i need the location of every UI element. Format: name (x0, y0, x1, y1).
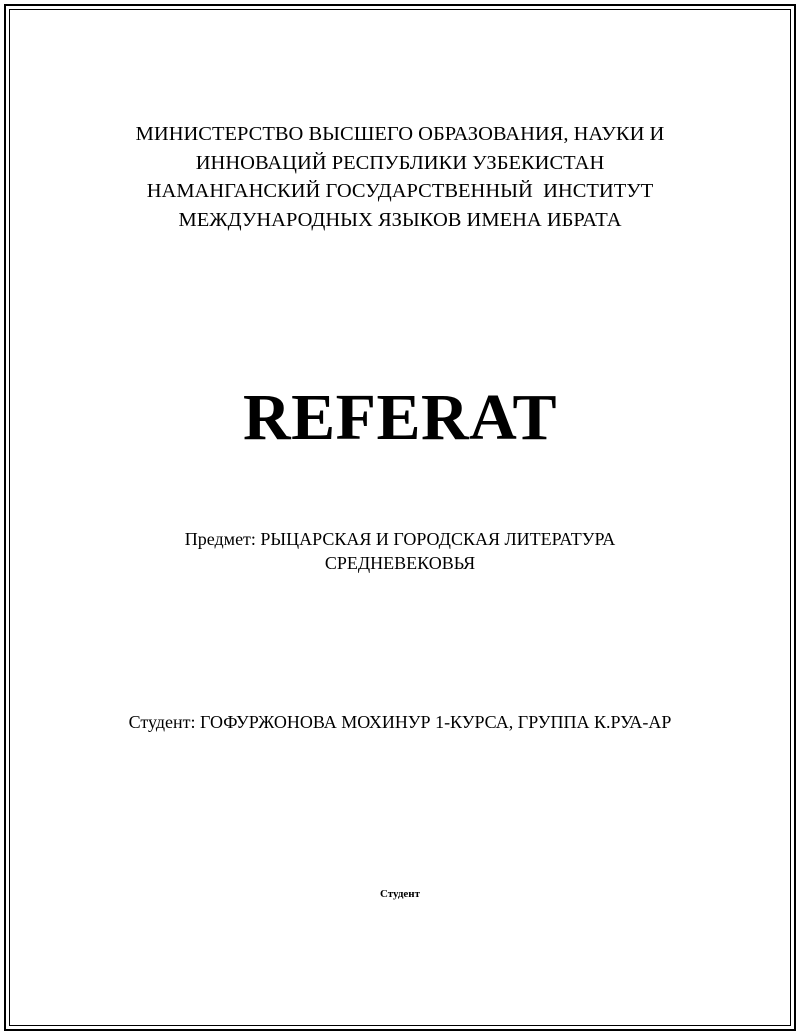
subject-line: СРЕДНЕВЕКОВЬЯ (324, 553, 476, 573)
institution-line: НАМАНГАНСКИЙ ГОСУДАРСТВЕННЫЙ ИНСТИТУТ (146, 180, 654, 202)
student-info: Студент: ГОФУРЖОНОВА МОХИНУР 1-КУРСА, ГРУППА К.РУА-АР (128, 712, 672, 732)
institution-line: МЕЖДУНАРОДНЫХ ЯЗЫКОВ ИМЕНА ИБРАТА (178, 208, 622, 231)
institution-line: ИННОВАЦИЙ РЕСПУБЛИКИ УЗБЕКИСТАН (195, 151, 605, 174)
subject-line: Предмет: РЫЦАРСКАЯ И ГОРОДСКАЯ ЛИТЕРАТУРА (184, 529, 616, 549)
institution-line: МИНИСТЕРСТВО ВЫСШЕГО ОБРАЗОВАНИЯ, НАУКИ И (135, 123, 665, 145)
institution-header (0, 120, 800, 234)
document-title: REFERAT (243, 381, 557, 454)
subject-block (0, 527, 800, 575)
footer-student-label: Студент (379, 888, 421, 900)
